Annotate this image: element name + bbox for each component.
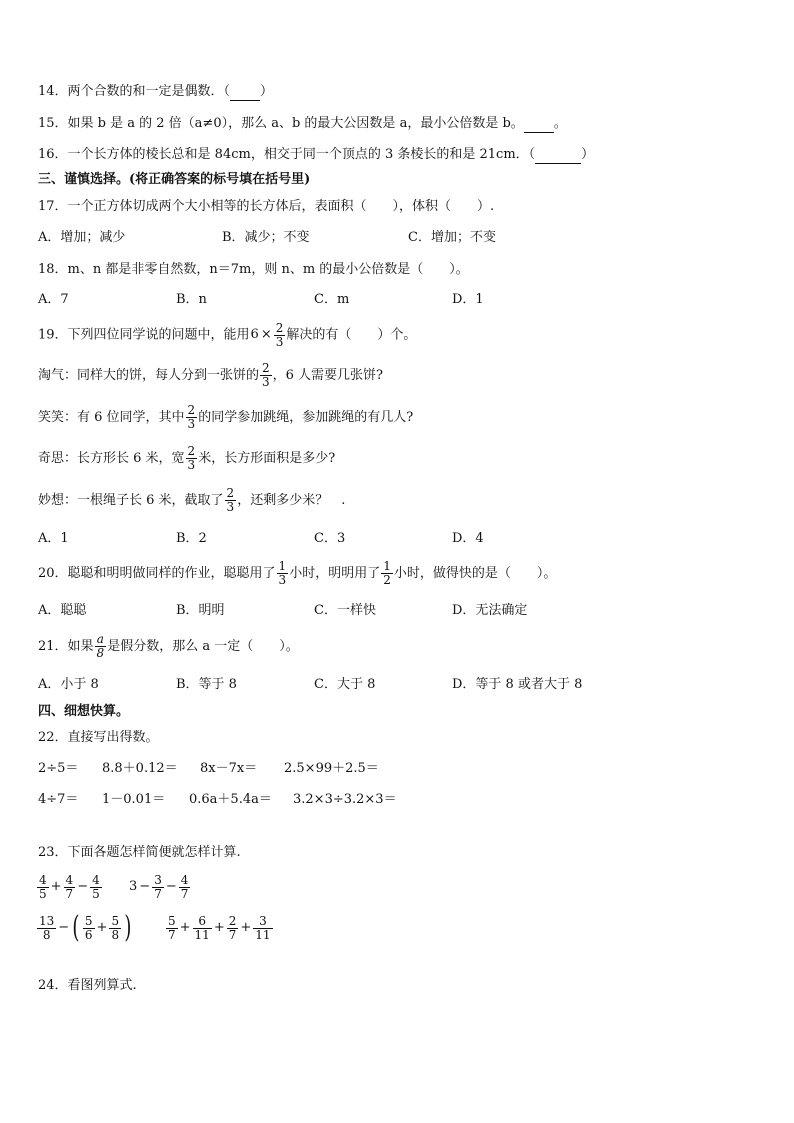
option-c[interactable]: C．一样快 <box>314 603 376 618</box>
fraction: $\frac{5}{7}$ <box>168 913 176 942</box>
question-14: 14．两个合数的和一定是偶数．（ ） <box>38 84 274 99</box>
question-19: 19．下列四位同学说的问题中，能用6 × $\frac{2}{3}$ 解决的有（ ）个。 <box>38 320 417 349</box>
fraction: $\frac{2}{3}$ <box>262 361 270 389</box>
question-23: 23．下面各题怎样简便就怎样计算. <box>38 845 241 860</box>
fraction: $\frac{13}{8}$ <box>39 913 55 942</box>
fraction: $\frac{4}{7}$ <box>180 872 189 901</box>
option-a[interactable]: A．7 <box>38 292 69 307</box>
statement-qisi: 奇思：长方形长 6 米，宽 $\frac{2}{3}$ 米，长方形面积是多少? <box>38 444 336 472</box>
option-c[interactable]: C．大于 8 <box>314 677 376 692</box>
answer-blank[interactable] <box>230 84 260 101</box>
question-16: 16．一个长方体的棱长总和是 84cm，相交于同一个顶点的 3 条棱长的和是 21cm．（ ） <box>38 147 595 162</box>
calc-item: 2÷5＝ <box>38 761 79 776</box>
fraction: $\frac{2}{3}$ <box>187 403 196 431</box>
option-a[interactable]: A．小于 8 <box>38 677 99 692</box>
option-c[interactable]: C．3 <box>314 531 346 546</box>
question-15: 15．如果 b 是 a 的 2 倍（a≠0），那么 a、b 的最大公因数是 a，最小公倍数是 b。 。 <box>38 116 567 131</box>
answer-blank[interactable] <box>524 116 554 133</box>
expression-1: $\frac{4}{5}$ + $\frac{4}{7}$ − $\frac{4}{5}$ <box>39 872 100 901</box>
fraction: $\frac{1}{3}$ <box>278 559 287 587</box>
option-d[interactable]: D．无法确定 <box>452 603 528 618</box>
calc-item: 4÷7＝ <box>38 792 79 807</box>
calc-item: 8.8＋0.12＝ <box>102 761 178 776</box>
answer-blank[interactable] <box>535 147 581 164</box>
fraction: $\frac{5}{6}$ <box>84 913 93 942</box>
fraction: $\frac{4}{5}$ <box>39 872 47 901</box>
option-b[interactable]: B．2 <box>176 531 207 546</box>
statement-miaoxiang: 妙想：一根绳子长 6 米，截取了 $\frac{2}{3}$ ，还剩多少米？ . <box>38 486 346 514</box>
fraction: $\frac{2}{3}$ <box>187 444 196 472</box>
statement-taoqi: 淘气：同样大的饼，每人分到一张饼的 $\frac{2}{3}$ ，6 人需要几张饼? <box>38 361 384 389</box>
option-a[interactable]: A．增加；减少 <box>38 230 126 245</box>
fraction: $\frac{2}{3}$ <box>275 320 284 349</box>
option-b[interactable]: B．等于 8 <box>176 677 237 692</box>
calc-item: 0.6a＋5.4a＝ <box>189 792 272 807</box>
fraction: $\frac{a}{8}$ <box>96 632 105 660</box>
calc-item: 8x－7x＝ <box>200 761 258 776</box>
option-c[interactable]: C．增加；不变 <box>408 230 496 245</box>
fraction: $\frac{6}{11}$ <box>194 913 210 942</box>
option-b[interactable]: B．n <box>176 292 207 307</box>
calc-item: 2.5×99＋2.5＝ <box>284 761 379 776</box>
expression-3: $\frac{13}{8}$ − ( $\frac{5}{6}$ + $\frac{5}{8}$ ) <box>39 910 132 945</box>
option-b[interactable]: B．明明 <box>176 603 225 618</box>
expression-4: $\frac{5}{7}$ + $\frac{6}{11}$ + $\frac{2}{7}$ + $\frac{3}{11}$ <box>168 913 271 942</box>
section-4-heading: 四、细想快算。 <box>38 704 130 719</box>
option-a[interactable]: A．聪聪 <box>38 603 87 618</box>
question-18: 18．m、n 都是非零自然数，n＝7m，则 n、m 的最小公倍数是（ ）。 <box>38 262 469 277</box>
calc-item: 3.2×3÷3.2×3＝ <box>293 792 397 807</box>
option-a[interactable]: A．1 <box>38 531 69 546</box>
question-21: 21．如果 $\frac{a}{8}$ 是假分数，那么 a 一定（ ）。 <box>38 632 299 660</box>
question-22: 22．直接写出得数。 <box>38 730 159 745</box>
option-d[interactable]: D．等于 8 或者大于 8 <box>452 677 583 692</box>
option-d[interactable]: D．4 <box>452 531 484 546</box>
calc-item: 1－0.01＝ <box>102 792 166 807</box>
fraction: $\frac{2}{3}$ <box>226 486 235 514</box>
option-d[interactable]: D．1 <box>452 292 484 307</box>
option-b[interactable]: B．减少；不变 <box>222 230 310 245</box>
fraction: $\frac{5}{8}$ <box>111 913 120 942</box>
fraction: $\frac{4}{5}$ <box>92 872 100 901</box>
question-17: 17．一个正方体切成两个大小相等的长方体后，表面积（ ），体积（ ）. <box>38 199 495 214</box>
fraction: $\frac{2}{7}$ <box>228 913 237 942</box>
statement-xiaoxiao: 笑笑：有 6 位同学，其中 $\frac{2}{3}$ 的同学参加跳绳，参加跳绳的有几人? <box>38 403 414 431</box>
question-20: 20．聪聪和明明做同样的作业，聪聪用了 $\frac{1}{3}$ 小时，明明用了 $\frac{1}{2}$ 小时，做得快的是（ ）。 <box>38 559 557 587</box>
section-3-heading: 三、谨慎选择。(将正确答案的标号填在括号里) <box>38 172 311 187</box>
fraction: $\frac{3}{11}$ <box>255 913 271 942</box>
fraction: $\frac{4}{7}$ <box>65 872 74 901</box>
option-c[interactable]: C．m <box>314 292 350 307</box>
expression-2: 3 − $\frac{3}{7}$ − $\frac{4}{7}$ <box>129 872 189 901</box>
question-24: 24．看图列算式. <box>38 978 137 993</box>
fraction: $\frac{1}{2}$ <box>383 559 391 587</box>
fraction: $\frac{3}{7}$ <box>154 872 162 901</box>
